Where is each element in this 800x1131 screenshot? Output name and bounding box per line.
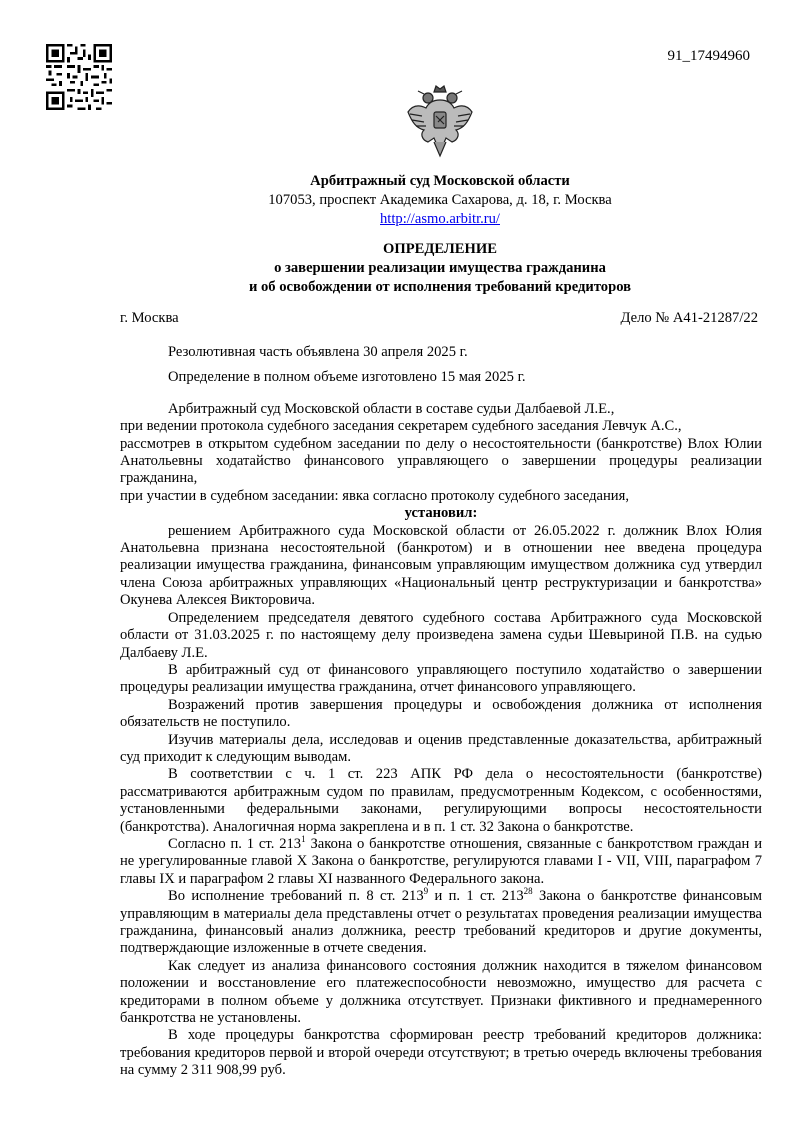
case-number: Дело № А41-21287/22 [620, 310, 758, 326]
resolutive-date: Резолютивная часть объявлена 30 апреля 2025 г. [168, 344, 468, 360]
intro-subject: рассмотрев в открытом судебном заседании по делу о несостоятельности (банкротстве) Влох Юлии Анатольевны ходатайство финансового управляющего о завершении процедуры реализации гражданина, [120, 435, 762, 487]
document-title [120, 240, 760, 297]
court-website-link[interactable]: http://asmo.arbitr.ru/ [380, 211, 500, 227]
document-number: 91_17494960 [667, 48, 750, 64]
qr-code [46, 44, 112, 110]
superscript: 9 [423, 886, 429, 897]
intro-attendance: при участии в судебном заседании: явка согласно протоколу судебного заседания, [120, 487, 629, 504]
text-part: Во исполнение требований п. 8 ст. 213 [168, 888, 424, 905]
superscript: 1 [301, 834, 306, 845]
full-date: Определение в полном объеме изготовлено 15 мая 2025 г. [168, 369, 526, 386]
paragraph [120, 836, 762, 888]
title-line-2: о завершении реализации имущества гражданина [274, 260, 606, 276]
established-heading: установил: [404, 505, 478, 522]
title-line-1: ОПРЕДЕЛЕНИЕ [383, 241, 497, 257]
intro-judge: Арбитражный суд Московской области в составе судьи Далбаевой Л.Е., [168, 400, 615, 417]
superscript: 28 [523, 886, 533, 897]
text-part: Закона о банкротстве отношения, связанные с банкротством граждан и не урегулированные главой X Закона о банкротстве, регулируются главами I - VII, VIII, параграфом 7 главы IX и параграфом 2 главы XI названного Федерального закона. [120, 835, 763, 887]
paragraph: Возражений против завершения процедуры и освобождения должника от исполнения обязательств не поступило. [120, 696, 762, 731]
paragraph [120, 888, 762, 958]
court-header [120, 172, 760, 229]
place: г. Москва [120, 310, 179, 326]
text-part: Закона о банкротстве финансовым управляющим в материалы дела представлены отчет о результатах проведения реализации имущества гражданина, финансовый анализ должника, реестр требований кредиторов и другие документы, подтверждающие изложенные в отчете сведения. [120, 888, 762, 957]
court-address: 107053, проспект Академика Сахарова, д. 18, г. Москва [268, 192, 612, 208]
paragraph: В арбитражный суд от финансового управляющего поступило ходатайство о завершении процедуры реализации имущества гражданина, отчет финансового управляющего. [120, 661, 762, 696]
paragraph: В соответствии с ч. 1 ст. 223 АПК РФ дела о несостоятельности (банкротстве) рассматриваются арбитражным судом по правилам, предусмотренным Кодексом, с особенностями, установленными федеральными законами, регулирующими вопросы несостоятельности (банкротства). Аналогичная норма закреплена и в п. 1 ст. 32 Закона о банкротстве. [120, 766, 762, 835]
paragraph: Изучив материалы дела, исследовав и оценив представленные доказательства, арбитражный суд приходит к следующим выводам. [120, 731, 762, 765]
intro-secretary: при ведении протокола судебного заседания секретарем судебного заседания Левчук А.С., [120, 418, 682, 435]
court-name: Арбитражный суд Московской области [310, 173, 570, 189]
paragraph: решением Арбитражного суда Московской области от 26.05.2022 г. должник Влох Юлия Анатольевна признана несостоятельной (банкротом) и в отношении нее введена процедура реализации имущества гражданина, финансовым управляющим имуществом должника суд утвердил члена Союза арбитражных управляющих «Национальный центр реструктуризации и банкротства» Окунева Алексея Викторовича. [120, 522, 762, 609]
text-part: Согласно п. 1 ст. 213 [168, 835, 302, 852]
coat-of-arms-icon [404, 82, 476, 158]
document-body [120, 344, 762, 1080]
title-line-3: и об освобождении от исполнения требований кредиторов [248, 279, 632, 295]
paragraph: Как следует из анализа финансового состояния должник находится в тяжелом финансовом положении и восстановление его платежеспособности невозможно, имущество для расчета с кредиторами в полном объеме у должника отсутствует. Признаки фиктивного и преднамеренного банкротства не установлены. [120, 957, 762, 1027]
paragraph: Определением председателя девятого судебного состава Арбитражного суда Московской области от 31.03.2025 г. по настоящему делу произведена замена судьи Шевыриной П.В. на судью Далбаеву Л.Е. [120, 609, 762, 661]
text-part: и п. 1 ст. 213 [428, 888, 524, 905]
paragraph: В ходе процедуры банкротства сформирован реестр требований кредиторов должника: требования кредиторов первой и второй очереди отсутствуют; в третью очередь включены требования на сумму 2 311 908,99 руб. [120, 1027, 762, 1079]
